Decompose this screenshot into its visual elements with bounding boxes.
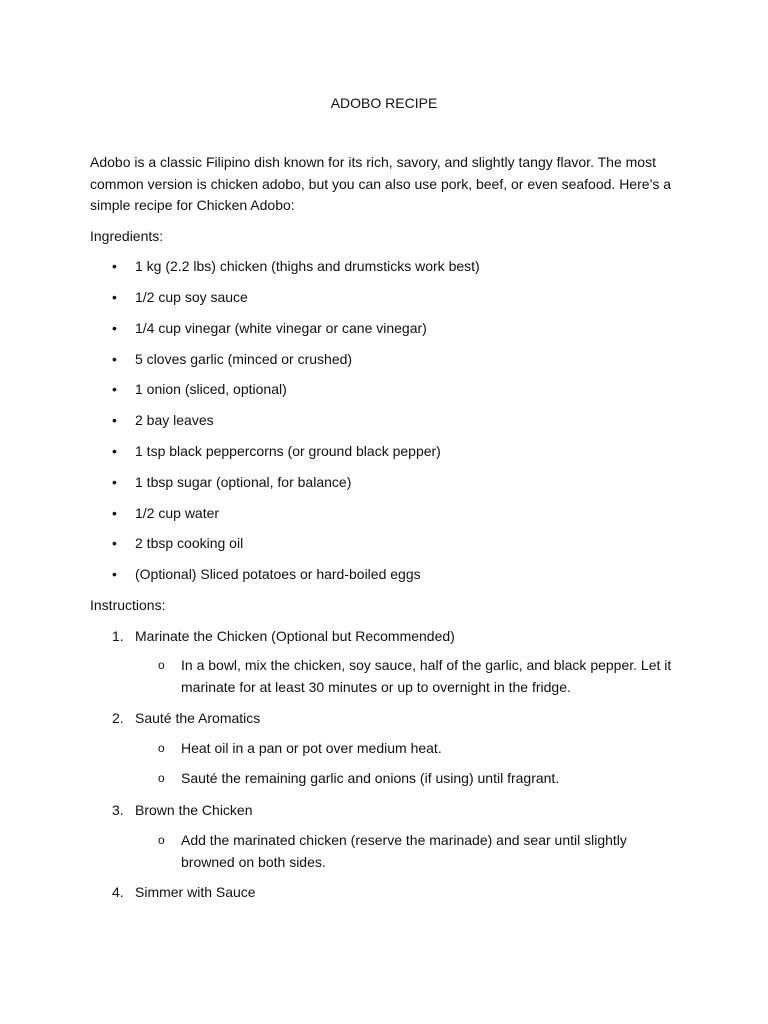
step-title: Marinate the Chicken (Optional but Recommended) <box>135 628 455 644</box>
bullet-icon: • <box>112 381 117 397</box>
bullet-icon: • <box>112 412 117 428</box>
bullet-icon: • <box>112 505 117 521</box>
ingredient-text: 1/2 cup soy sauce <box>135 289 248 305</box>
step-title: Simmer with Sauce <box>135 884 256 900</box>
ingredient-text: (Optional) Sliced potatoes or hard-boiled eggs <box>135 566 421 582</box>
circle-bullet-icon: o <box>158 741 165 755</box>
intro-paragraph: Adobo is a classic Filipino dish known for its rich, savory, and slightly tangy flavor. The most common version is chicken adobo, but you can also use pork, beef, or even seafood. Here’s a simple recipe for Chicken Adobo: <box>90 154 672 213</box>
ingredient-text: 2 tbsp cooking oil <box>135 535 244 551</box>
ingredient-text: 1 onion (sliced, optional) <box>135 381 287 397</box>
document-title: ADOBO RECIPE <box>330 95 438 111</box>
step-title: Sauté the Aromatics <box>135 710 261 726</box>
circle-bullet-icon: o <box>158 658 165 672</box>
ingredient-text: 5 cloves garlic (minced or crushed) <box>135 351 353 367</box>
bullet-icon: • <box>112 474 117 490</box>
step-detail-text: Sauté the remaining garlic and onions (if using) until fragrant. <box>181 770 560 786</box>
ingredient-text: 1 tsp black peppercorns (or ground black pepper) <box>135 443 441 459</box>
circle-bullet-icon: o <box>158 771 165 785</box>
bullet-icon: • <box>112 535 117 551</box>
step-title: Brown the Chicken <box>135 802 253 818</box>
instructions-heading: Instructions: <box>90 597 166 613</box>
bullet-icon: • <box>112 351 117 367</box>
ingredient-text: 1/4 cup vinegar (white vinegar or cane vinegar) <box>135 320 427 336</box>
step-number: 1. <box>112 628 124 644</box>
bullet-icon: • <box>112 258 117 274</box>
bullet-icon: • <box>112 289 117 305</box>
step-detail-text: Heat oil in a pan or pot over medium heat. <box>181 740 442 756</box>
step-number: 4. <box>112 884 124 900</box>
bullet-icon: • <box>112 443 117 459</box>
ingredient-text: 1 kg (2.2 lbs) chicken (thighs and drumsticks work best) <box>135 258 480 274</box>
ingredient-text: 1/2 cup water <box>135 505 220 521</box>
step-number: 3. <box>112 802 124 818</box>
bullet-icon: • <box>112 566 117 582</box>
bullet-icon: • <box>112 320 117 336</box>
ingredient-text: 2 bay leaves <box>135 412 214 428</box>
ingredients-heading: Ingredients: <box>90 228 164 244</box>
step-number: 2. <box>112 710 124 726</box>
ingredient-text: 1 tbsp sugar (optional, for balance) <box>135 474 352 490</box>
step-detail-text: Add the marinated chicken (reserve the marinade) and sear until slightly browned on both sides. <box>181 832 627 870</box>
circle-bullet-icon: o <box>158 833 165 847</box>
step-detail-text: In a bowl, mix the chicken, soy sauce, half of the garlic, and black pepper. Let it marinate for at least 30 minutes or up to overnight in the fridge. <box>181 657 672 695</box>
